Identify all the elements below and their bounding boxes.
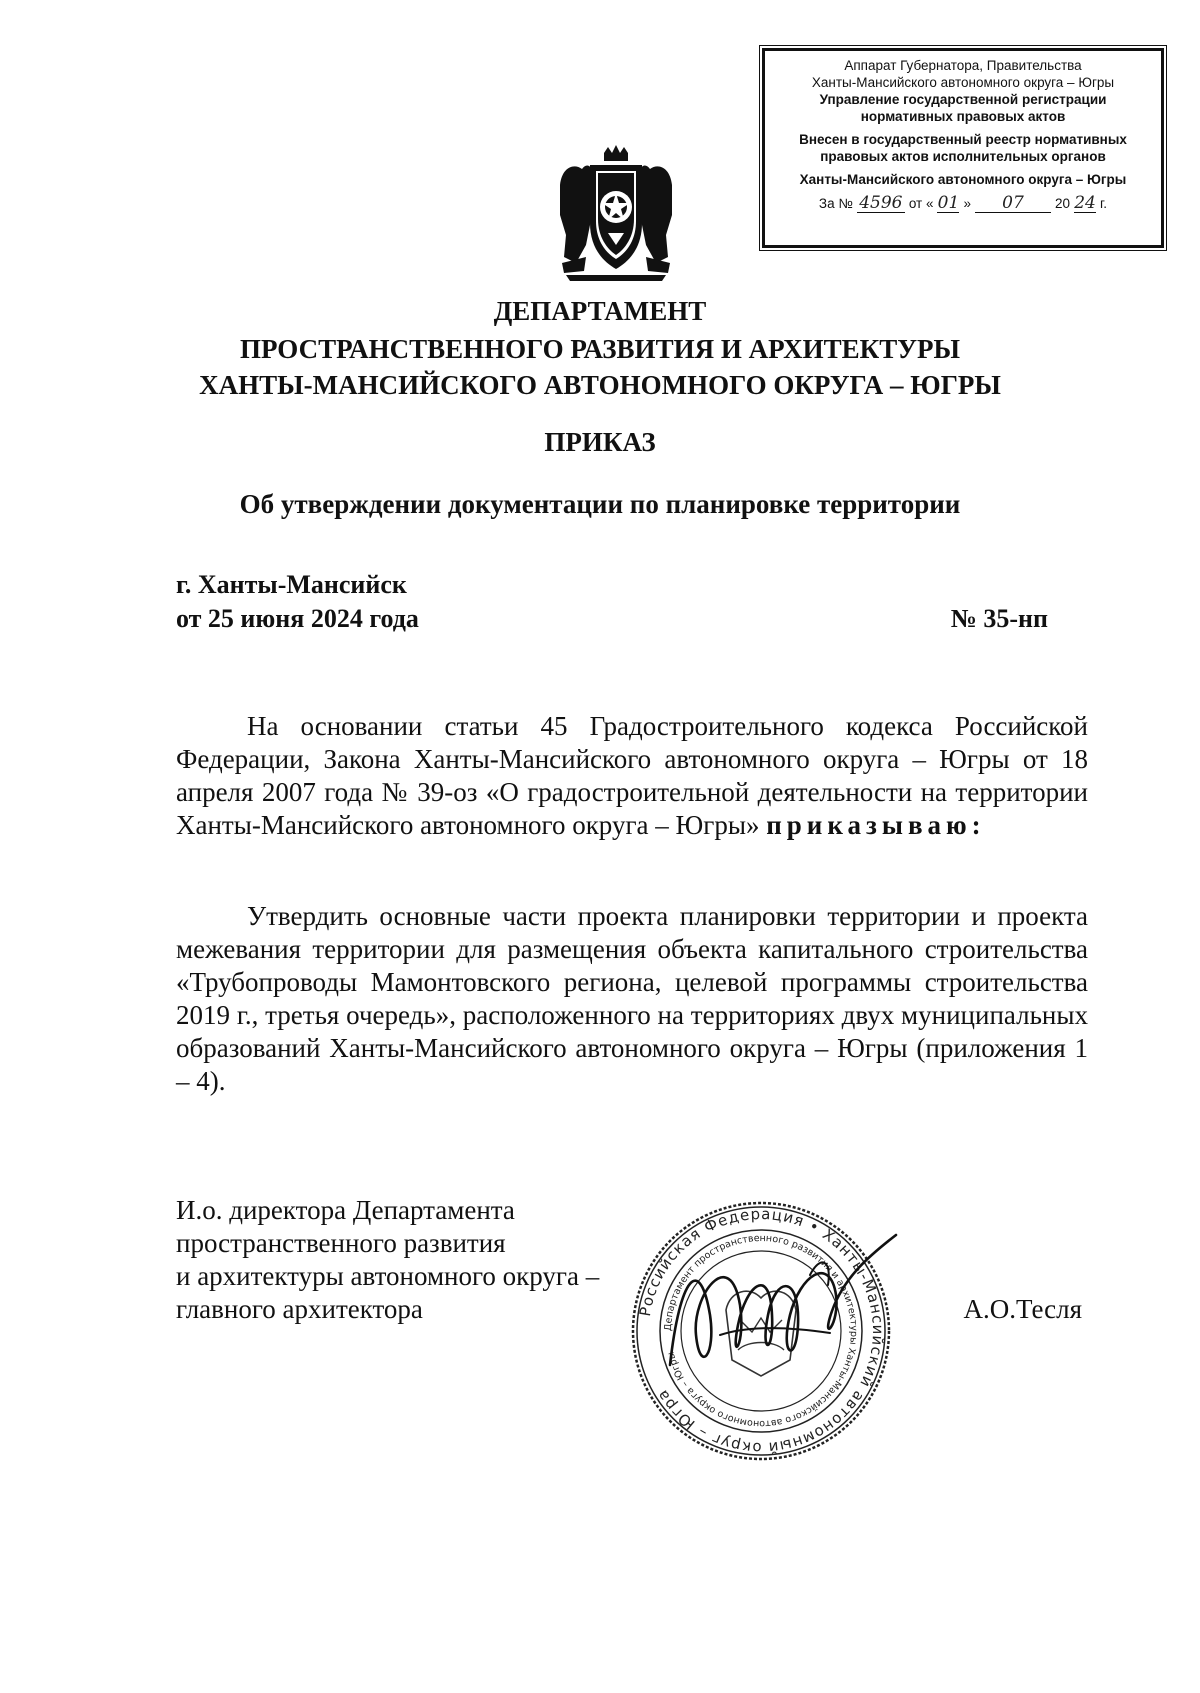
stamp-line-5: Внесен в государственный реестр нормативных (799, 132, 1127, 147)
city: г. Ханты-Мансийск (176, 570, 407, 599)
preamble-paragraph (176, 710, 1088, 842)
stamp-number-value: 4596 (857, 194, 905, 213)
signer-name: А.О.Тесля (963, 1294, 1082, 1324)
order-number: № 35-нп (950, 604, 1048, 633)
department-name: ДЕПАРТАМЕНТ (493, 296, 707, 326)
stamp-year-end: г. (1100, 196, 1108, 211)
stamp-month: 07 (975, 194, 1051, 213)
signer-title-line4: главного архитектора (176, 1294, 423, 1324)
signer-title-line1: И.о. директора Департамента (176, 1195, 515, 1225)
stamp-year-prefix: 20 (1055, 196, 1071, 211)
stamp-line-6: правовых актов исполнительных органов (820, 149, 1106, 164)
stamp-day: 01 (937, 193, 960, 213)
registration-stamp (762, 48, 1164, 248)
stamp-day-close: » (963, 196, 971, 211)
stamp-registration-number (771, 194, 1155, 213)
document-subject: Об утверждении документации по планировке территории (239, 489, 961, 519)
department-name-line3: ХАНТЫ-МАНСИЙСКОГО АВТОНОМНОГО ОКРУГА – ЮГРЫ (199, 370, 1001, 400)
order-word: приказываю: (766, 810, 986, 840)
place-and-date (176, 568, 419, 636)
document-type: ПРИКАЗ (544, 427, 656, 457)
signer-title (176, 1194, 599, 1326)
stamp-line-3: Управление государственной регистрации (819, 92, 1107, 107)
preamble-text: На основании статьи 45 Градостроительного кодекса Российской Федерации, Закона Ханты-Мансийского автономного округа – Югры от 18 апреля 2007 года № 39-оз «О градостроительной деятельности на территории Ханты-Мансийского автономного округа – Югры» (176, 711, 1088, 840)
seal-inner-text: Департамент пространственного развития и архитектуры Ханты-Мансийского автономного округа – Югры (662, 1232, 860, 1430)
stamp-line-7: Ханты-Мансийского автономного округа – Югры (799, 172, 1127, 187)
coat-of-arms-emblem (556, 145, 676, 285)
handwritten-signature (660, 1215, 920, 1395)
stamp-line-1: Аппарат Губернатора, Правительства (844, 58, 1082, 73)
stamp-year-suffix: 24 (1074, 193, 1096, 213)
signer-title-line2: пространственного развития (176, 1228, 506, 1258)
order-paragraph: Утвердить основные части проекта планировки территории и проекта межевания территории для размещения объекта капитального строительства «Трубопроводы Мамонтовского региона, целевой программы строительства 2019 г., третья очередь», расположенного на территориях двух муниципальных образований Ханты-Мансийского автономного округа – Югры (приложения 1 – 4). (176, 901, 1088, 1096)
seal-outer-text: Российская Федерация • Ханты-Мансийский автономный округ – Югра (635, 1204, 888, 1458)
signer-title-line3: и архитектуры автономного округа – (176, 1261, 600, 1291)
stamp-line-2: Ханты-Мансийского автономного округа – Югры (811, 75, 1115, 90)
stamp-line-4: нормативных правовых актов (860, 109, 1066, 124)
department-name-line2: ПРОСТРАНСТВЕННОГО РАЗВИТИЯ И АРХИТЕКТУРЫ (239, 334, 961, 364)
order-date: от 25 июня 2024 года (176, 604, 419, 633)
stamp-number-prefix: За № (818, 196, 853, 211)
stamp-from-label: от « (908, 196, 934, 211)
